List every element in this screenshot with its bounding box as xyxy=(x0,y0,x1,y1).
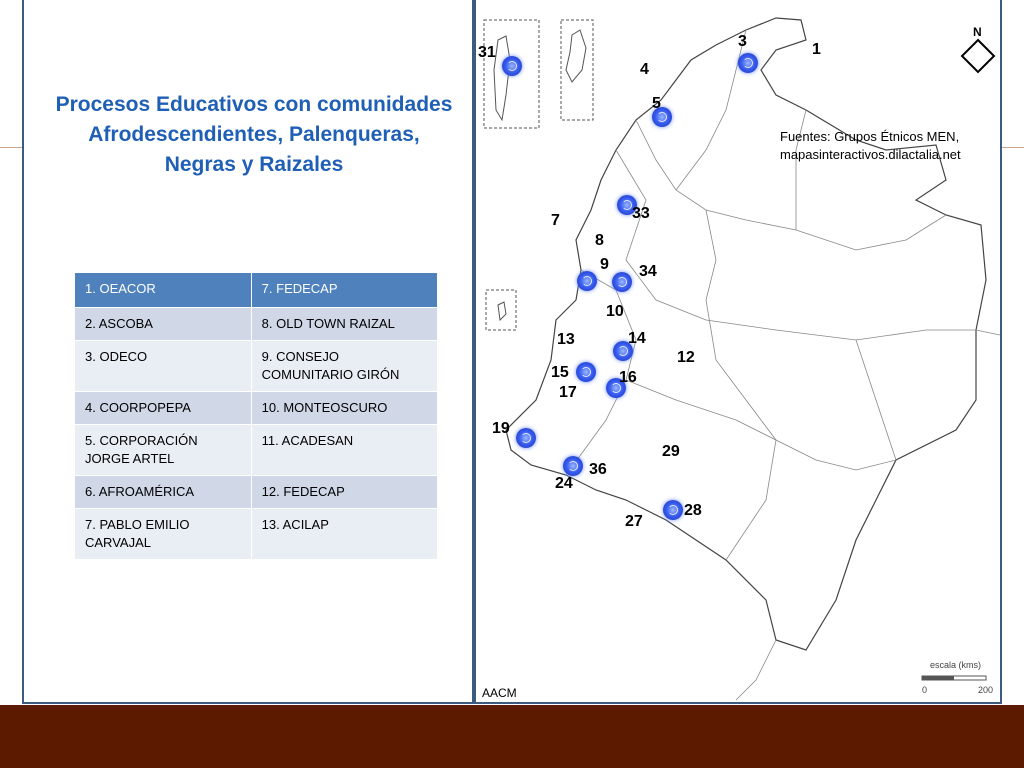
providencia-island xyxy=(566,30,586,82)
north-label: N xyxy=(973,25,982,39)
map-label: 10 xyxy=(606,303,624,320)
sources-line: Fuentes: Grupos Étnicos MEN, xyxy=(780,129,960,144)
map-label: 5 xyxy=(652,95,661,112)
department-border xyxy=(626,380,776,560)
map-label: 31 xyxy=(478,44,496,61)
map-label: 7 xyxy=(551,212,560,229)
table-row xyxy=(75,341,438,392)
table-row xyxy=(75,425,438,476)
san-andres-island xyxy=(494,36,510,120)
map-label: 17 xyxy=(559,384,577,401)
map-credit: AACM xyxy=(482,686,517,700)
department-border xyxy=(676,30,746,190)
table-cell: 12. FEDECAP xyxy=(251,476,437,509)
map-label: 34 xyxy=(639,263,657,280)
map-label: 12 xyxy=(677,349,695,366)
table-row xyxy=(75,308,438,341)
sources-line: mapasinteractivos.dilactalia.net xyxy=(780,147,961,162)
map-sources xyxy=(780,128,961,164)
map-marker[interactable] xyxy=(663,500,683,520)
map-marker[interactable] xyxy=(577,271,597,291)
map-marker[interactable] xyxy=(516,428,536,448)
table-row xyxy=(75,509,438,560)
map-label: 14 xyxy=(628,330,646,347)
map-label: 9 xyxy=(600,256,609,273)
scale-title: escala (kms) xyxy=(930,660,982,670)
department-border xyxy=(706,210,896,470)
department-border xyxy=(856,340,896,460)
colombia-map xyxy=(476,0,1000,704)
table-header-row xyxy=(75,273,438,308)
map-label: 28 xyxy=(684,502,702,519)
table-header-cell: 7. FEDECAP xyxy=(251,273,437,308)
map-label: 8 xyxy=(595,232,604,249)
scale-min-label: 0 xyxy=(922,685,928,695)
table-cell: 13. ACILAP xyxy=(251,509,437,560)
table-cell: 2. ASCOBA xyxy=(75,308,252,341)
scale-bar-segment xyxy=(922,676,954,680)
map-marker[interactable] xyxy=(612,272,632,292)
table-cell: 11. ACADESAN xyxy=(251,425,437,476)
neighbor-border xyxy=(736,640,776,700)
map-label: 24 xyxy=(555,475,573,492)
map-label: 4 xyxy=(640,61,649,78)
map-label: 29 xyxy=(662,443,680,460)
content-panel xyxy=(22,0,474,704)
organizations-table xyxy=(74,272,438,560)
neighbor-border xyxy=(976,330,1000,335)
map-label: 36 xyxy=(589,461,607,478)
table-cell: 9. CONSEJO COMUNITARIO GIRÓN xyxy=(251,341,437,392)
map-marker[interactable] xyxy=(502,56,522,76)
map-label: 33 xyxy=(632,205,650,222)
map-label: 15 xyxy=(551,364,569,381)
table-cell: 3. ODECO xyxy=(75,341,252,392)
table-row xyxy=(75,476,438,509)
map-label: 13 xyxy=(557,331,575,348)
malpelo-island xyxy=(498,302,506,320)
map-label: 27 xyxy=(625,513,643,530)
map-panel xyxy=(474,0,1002,704)
footer-bar xyxy=(0,705,1024,768)
table-cell: 8. OLD TOWN RAIZAL xyxy=(251,308,437,341)
page-title: Procesos Educativos con comunidades Afrodescendientes, Palenqueras, Negras y Raizales xyxy=(55,93,453,176)
table-header-cell: 1. OEACOR xyxy=(75,273,252,308)
map-label: 19 xyxy=(492,420,510,437)
scale-max-label: 200 xyxy=(978,685,994,695)
map-marker[interactable] xyxy=(563,456,583,476)
malpelo-inset xyxy=(486,290,516,330)
table-cell: 6. AFROAMÉRICA xyxy=(75,476,252,509)
table-cell: 10. MONTEOSCURO xyxy=(251,392,437,425)
map-label: 3 xyxy=(738,33,747,50)
divider-line-left xyxy=(0,147,22,148)
country-border xyxy=(506,18,986,650)
map-marker[interactable] xyxy=(576,362,596,382)
table-cell: 5. CORPORACIÓN JORGE ARTEL xyxy=(75,425,252,476)
north-arrow-diamond xyxy=(962,40,994,72)
map-label: 1 xyxy=(812,41,821,58)
table-row xyxy=(75,392,438,425)
map-label: 16 xyxy=(619,369,637,386)
divider-line-right xyxy=(1002,147,1024,148)
map-marker[interactable] xyxy=(738,53,758,73)
table-cell: 4. COORPOPEPA xyxy=(75,392,252,425)
table-cell: 7. PABLO EMILIO CARVAJAL xyxy=(75,509,252,560)
